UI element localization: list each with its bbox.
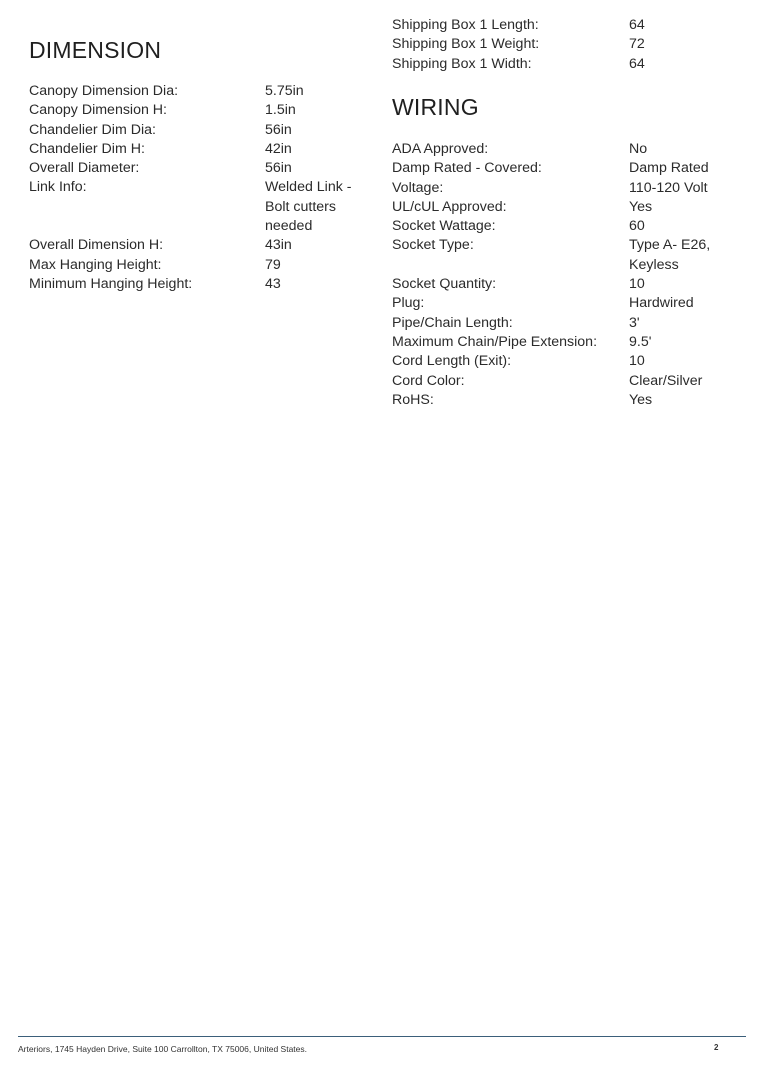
spec-label: Minimum Hanging Height: [29, 275, 193, 292]
spec-label: Cord Color: [392, 372, 465, 389]
spec-label: Socket Wattage: [392, 218, 496, 235]
spec-label: Shipping Box 1 Width: [392, 55, 532, 72]
spec-value: 72 [629, 36, 645, 53]
spec-label: Socket Type: [392, 237, 474, 254]
spec-row-canopy-h [29, 101, 359, 120]
spec-row-canopy-dia [29, 82, 359, 101]
spec-value: Welded Link - Bolt cutters needed [265, 179, 352, 235]
spec-row-max-hanging [29, 256, 359, 275]
spec-label: Link Info: [29, 179, 87, 196]
dimension-heading: DIMENSION [29, 37, 162, 63]
spec-value: 56in [265, 160, 292, 177]
spec-label: Maximum Chain/Pipe Extension: [392, 333, 598, 350]
spec-value: 43in [265, 237, 292, 254]
spec-value: 60 [629, 218, 645, 235]
spec-value: Clear/Silver [629, 372, 703, 389]
spec-value: 9.5' [629, 333, 652, 350]
spec-value: 5.75in [265, 83, 304, 99]
spec-row-socket-wattage [392, 217, 737, 236]
spec-value: 64 [629, 17, 645, 33]
spec-row-chandelier-h [29, 140, 359, 159]
wiring-spec-list [392, 140, 737, 410]
spec-value: No [629, 141, 648, 157]
spec-label: Chandelier Dim H: [29, 140, 145, 157]
spec-value: 79 [265, 256, 281, 273]
spec-label: Damp Rated - Covered: [392, 160, 542, 177]
spec-value: 42in [265, 140, 292, 157]
spec-row-box-width [392, 55, 737, 74]
spec-value: 10 [629, 353, 645, 370]
spec-label: UL/cUL Approved: [392, 198, 507, 215]
spec-label: RoHS: [392, 391, 434, 408]
spec-value: 110-120 Volt [629, 179, 708, 196]
spec-value: 10 [629, 276, 645, 293]
spec-label: Canopy Dimension H: [29, 102, 167, 119]
spec-row-socket-type [392, 236, 737, 275]
spec-row-ul-approved [392, 198, 737, 217]
spec-label: Overall Diameter: [29, 160, 140, 177]
shipping-spec-list [392, 16, 737, 74]
spec-label: Shipping Box 1 Length: [392, 17, 539, 33]
spec-row-cord-color [392, 372, 737, 391]
spec-row-pipe-chain-length [392, 314, 737, 333]
spec-row-overall-h [29, 236, 359, 255]
spec-value: 3' [629, 314, 640, 331]
spec-value: Yes [629, 198, 653, 215]
spec-row-rohs [392, 391, 737, 410]
spec-label: Overall Dimension H: [29, 237, 164, 254]
spec-row-box-weight [392, 35, 737, 54]
spec-row-socket-quantity [392, 275, 737, 294]
spec-row-damp-rated [392, 159, 737, 178]
spec-row-max-extension [392, 333, 737, 352]
spec-value: 56in [265, 121, 292, 138]
spec-label: Plug: [392, 295, 425, 312]
spec-label: ADA Approved: [392, 141, 489, 157]
spec-value: 43 [265, 275, 281, 292]
spec-row-box-length [392, 16, 737, 35]
spec-label: Socket Quantity: [392, 276, 497, 293]
spec-label: Voltage: [392, 179, 444, 196]
spec-label: Canopy Dimension Dia: [29, 83, 179, 99]
spec-value: 64 [629, 55, 645, 72]
page-number: 2 [714, 1043, 719, 1052]
spec-value: Hardwired [629, 295, 694, 312]
footer-address: Arteriors, 1745 Hayden Drive, Suite 100 Carrollton, TX 75006, United States. [18, 1044, 307, 1054]
spec-row-overall-dia [29, 159, 359, 178]
spec-row-link-info [29, 178, 359, 236]
spec-label: Shipping Box 1 Weight: [392, 36, 540, 53]
spec-label: Cord Length (Exit): [392, 353, 512, 370]
spec-row-cord-length [392, 352, 737, 371]
spec-value: Damp Rated [629, 160, 709, 177]
dimension-spec-list [29, 82, 359, 294]
spec-row-plug [392, 294, 737, 313]
spec-label: Max Hanging Height: [29, 256, 162, 273]
spec-value: 1.5in [265, 102, 296, 119]
spec-row-min-hanging [29, 275, 359, 294]
wiring-heading: WIRING [392, 94, 479, 120]
spec-label: Chandelier Dim Dia: [29, 121, 156, 138]
spec-row-chandelier-dia [29, 121, 359, 140]
footer-divider [18, 1036, 746, 1037]
spec-value: Type A- E26, Keyless [629, 237, 711, 273]
spec-row-voltage [392, 179, 737, 198]
spec-value: Yes [629, 391, 653, 408]
spec-row-ada [392, 140, 737, 159]
spec-label: Pipe/Chain Length: [392, 314, 513, 331]
